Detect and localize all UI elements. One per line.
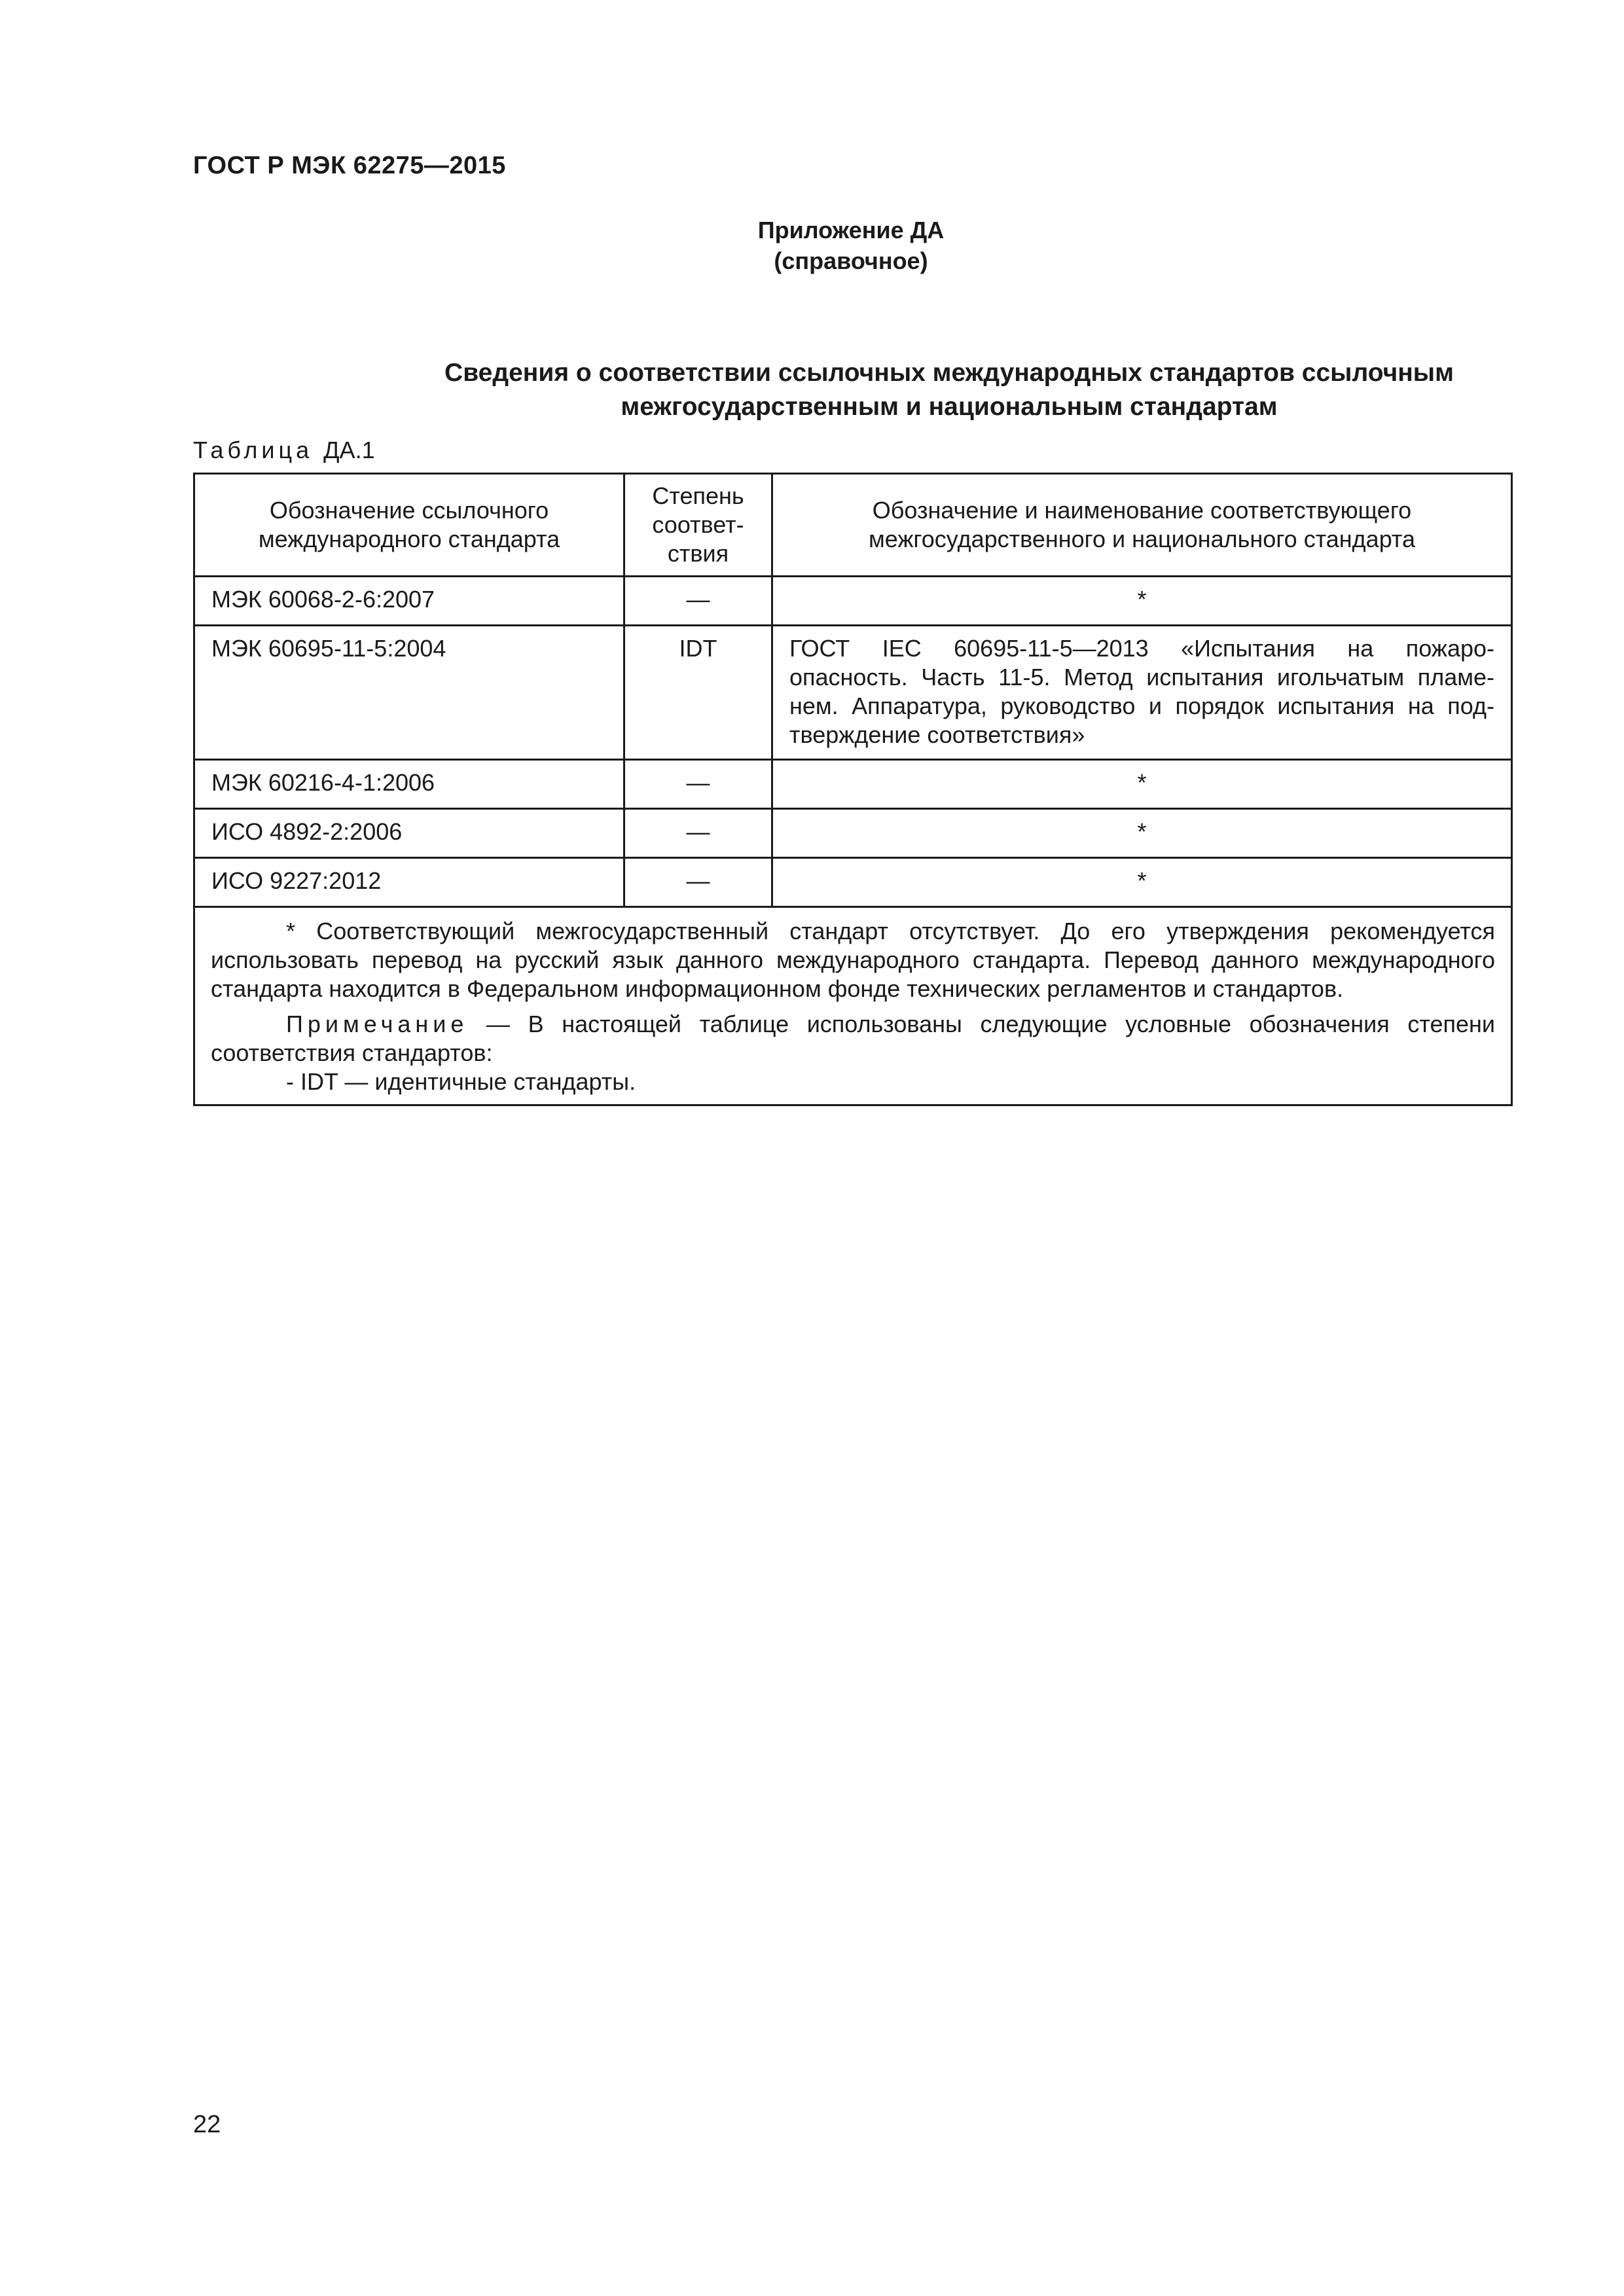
cell-national: *: [772, 577, 1512, 626]
table-label-number: ДА.1: [323, 437, 375, 463]
cell-degree: —: [624, 577, 772, 626]
cell-degree: —: [624, 760, 772, 809]
cell-standard: ИСО 9227:2012: [194, 858, 624, 907]
cell-national: *: [772, 809, 1512, 858]
header-text: ствия: [667, 540, 729, 567]
cell-standard: ИСО 4892-2:2006: [194, 809, 624, 858]
cell-national: *: [772, 858, 1512, 907]
header-degree: [624, 474, 772, 577]
header-text: Обозначение и наименование соответствующего: [872, 497, 1412, 524]
header-reference-standard: [194, 474, 624, 577]
header-text: межгосударственного и национального стандарта: [868, 526, 1416, 552]
appendix-title: Приложение ДА: [757, 217, 945, 243]
note-label: Примечание: [286, 1011, 469, 1037]
table-row: [194, 626, 1512, 760]
table-label-word: Таблица: [193, 437, 314, 463]
table-label: [193, 437, 375, 464]
cell-standard: МЭК 60068-2-6:2007: [194, 577, 624, 626]
header-text: Обозначение ссылочного: [269, 497, 549, 524]
cell-standard: МЭК 60695-11-5:2004: [194, 626, 624, 760]
standards-correspondence-table: [193, 473, 1513, 1106]
header-text: Степень: [652, 482, 744, 509]
cell-national-line: опасность. Часть 11-5. Метод испытания игольчатым пламе-: [789, 664, 1494, 691]
cell-standard: МЭК 60216-4-1:2006: [194, 760, 624, 809]
table-header-row: [194, 474, 1512, 577]
header-text: международного стандарта: [258, 526, 560, 552]
table-notes-row: [194, 907, 1512, 1105]
section-title-line-2: межгосударственным и национальным стандартам: [621, 393, 1278, 421]
document-code: ГОСТ Р МЭК 62275—2015: [193, 152, 506, 179]
table-row: [194, 809, 1512, 858]
appendix-heading: [0, 215, 1624, 276]
table-row: [194, 577, 1512, 626]
header-text: соответ-: [652, 511, 744, 538]
note: [211, 1010, 1495, 1067]
footnote: * Соответствующий межгосударственный стандарт отсутствует. До его утверждения рекомендуется использовать перевод на русский язык данного международного стандарта. Перевод данного международного стандарта находится в Федеральном информационном фонде технических регламентов и стандартов.: [211, 918, 1495, 1002]
page-number: 22: [193, 2111, 221, 2138]
cell-national-line: тверждение соответствия»: [789, 721, 1085, 748]
cell-degree: IDT: [624, 626, 772, 760]
cell-degree: —: [624, 809, 772, 858]
section-title-line-1: Сведения о соответствии ссылочных международных стандартов ссылочным: [444, 359, 1454, 387]
cell-national: [772, 626, 1512, 760]
cell-degree: —: [624, 858, 772, 907]
cell-national-line: ГОСТ IEC 60695-11-5—2013 «Испытания на пожаро-: [789, 635, 1494, 662]
table-notes: [194, 907, 1512, 1105]
table-row: [194, 858, 1512, 907]
note-item: - IDT — идентичные стандарты.: [286, 1068, 636, 1095]
cell-national-line: нем. Аппаратура, руководство и порядок испытания на под-: [789, 692, 1494, 719]
table-row: [194, 760, 1512, 809]
section-title: [196, 356, 1624, 424]
cell-national: *: [772, 760, 1512, 809]
note-text: — В настоящей таблице использованы следующие условные обозначения степени соответствия стандартов:: [211, 1011, 1495, 1066]
appendix-subtitle: (справочное): [774, 247, 928, 274]
header-national-standard: [772, 474, 1512, 577]
